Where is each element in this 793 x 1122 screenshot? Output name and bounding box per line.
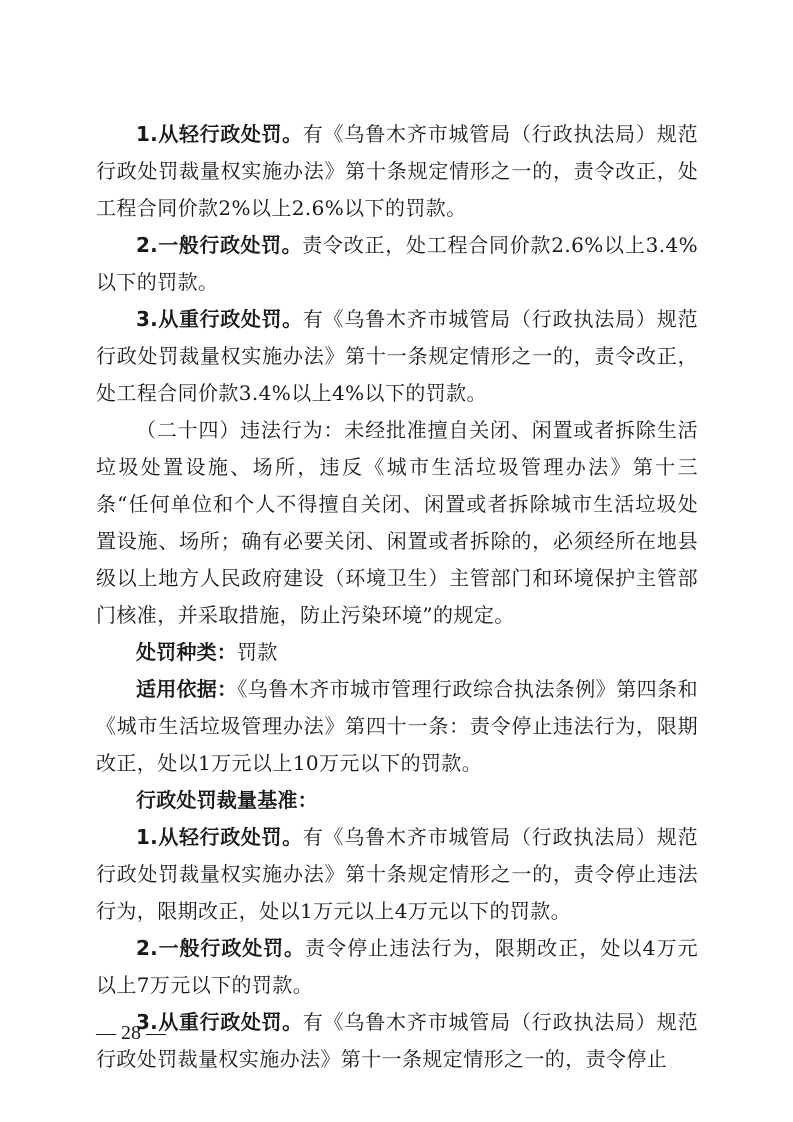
paragraph-severe-penalty-1	[96, 301, 698, 412]
paragraph-lenient-penalty-1	[96, 116, 698, 227]
heading-severe-penalty-1: 3.从重行政处罚。	[136, 307, 303, 331]
text-severe-penalty-2: 有《乌鲁木齐市城管局（行政执法局）规范行政处罚裁量权实施办法》第十一条规定情形之一的，责令停止	[96, 1010, 698, 1071]
text-legal-basis: 《乌鲁木齐市城市管理行政综合执法条例》第四条和《城市生活垃圾管理办法》第四十一条：责令停止违法行为，限期改正，处以1万元以上10万元以下的罚款。	[96, 677, 699, 775]
heading-discretion-standard: 行政处罚裁量基准：	[136, 788, 318, 812]
text-penalty-type: 罚款	[237, 640, 278, 664]
paragraph-general-penalty-2	[96, 930, 698, 1004]
heading-severe-penalty-2: 3.从重行政处罚。	[136, 1010, 303, 1034]
heading-legal-basis: 适用依据：	[136, 677, 238, 701]
text-lenient-penalty-2: 有《乌鲁木齐市城管局（行政执法局）规范行政处罚裁量权实施办法》第十条规定情形之一的，责令停止违法行为，限期改正，处以1万元以上4万元以下的罚款。	[96, 825, 698, 923]
text-general-penalty-2: 责令停止违法行为，限期改正，处以4万元以上7万元以下的罚款。	[96, 936, 698, 997]
paragraph-general-penalty-1	[96, 227, 698, 301]
paragraph-violation-24	[96, 412, 698, 634]
paragraph-legal-basis	[96, 671, 698, 782]
heading-general-penalty-2: 2.一般行政处罚。	[136, 936, 305, 960]
paragraph-severe-penalty-2	[96, 1004, 698, 1078]
text-violation-24: （二十四）违法行为：未经批准擅自关闭、闲置或者拆除生活垃圾处置设施、场所，违反《城市生活垃圾管理办法》第十三条“任何单位和个人不得擅自关闭、闲置或者拆除城市生活垃圾处置设施、场所；确有必要关闭、闲置或者拆除的，必须经所在地县级以上地方人民政府建设（环境卫生）主管部门和环境保护主管部门核准，并采取措施，防止污染环境”的规定。	[96, 418, 698, 627]
text-lenient-penalty-1: 有《乌鲁木齐市城管局（行政执法局）规范行政处罚裁量权实施办法》第十条规定情形之一的，责令改正，处工程合同价款2%以上2.6%以下的罚款。	[96, 122, 698, 220]
heading-lenient-penalty-1: 1.从轻行政处罚。	[136, 122, 303, 146]
page-number: — 28 —	[96, 1022, 166, 1044]
text-severe-penalty-1: 有《乌鲁木齐市城管局（行政执法局）规范行政处罚裁量权实施办法》第十一条规定情形之一的，责令改正，处工程合同价款3.4%以上4%以下的罚款。	[96, 307, 698, 405]
heading-penalty-type: 处罚种类：	[136, 640, 237, 664]
paragraph-penalty-type	[96, 634, 698, 671]
paragraph-discretion-standard	[96, 782, 698, 819]
heading-general-penalty-1: 2.一般行政处罚。	[136, 233, 303, 257]
paragraph-lenient-penalty-2	[96, 819, 698, 930]
heading-lenient-penalty-2: 1.从轻行政处罚。	[136, 825, 303, 849]
document-body	[96, 116, 698, 1078]
text-general-penalty-1: 责令改正，处工程合同价款2.6%以上3.4%以下的罚款。	[96, 233, 698, 294]
